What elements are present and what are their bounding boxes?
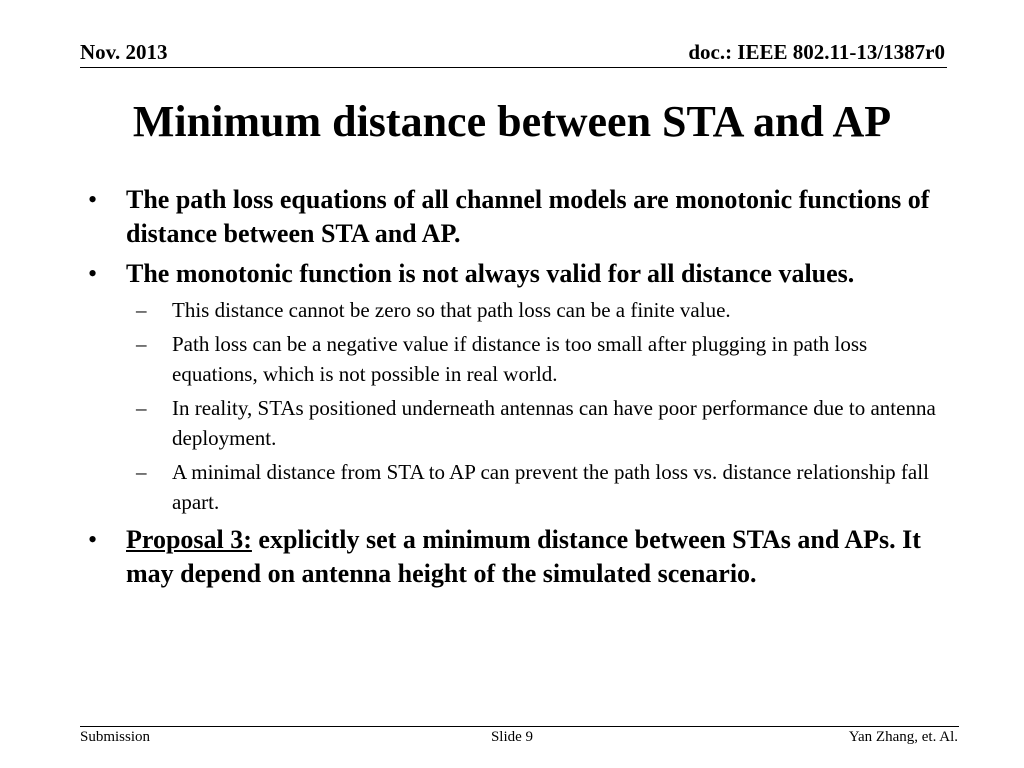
sub-bullet-text: A minimal distance from STA to AP can prevent the path loss vs. distance relationship fall apart. xyxy=(172,460,929,514)
bullet-text: The monotonic function is not always valid for all distance values. xyxy=(126,259,855,288)
footer-slide-number: Slide 9 xyxy=(490,729,534,745)
slide-body xyxy=(80,183,950,597)
footer-author: Yan Zhang, et. Al. xyxy=(848,729,958,745)
sub-bullet-marker: – xyxy=(136,396,147,420)
bullet-text: explicitly set a minimum distance between STAs and APs. It may depend on antenna height of the simulated scenario. xyxy=(126,525,921,588)
header-date: Nov. 2013 xyxy=(80,40,168,64)
header-doc-id: doc.: IEEE 802.11-13/1387r0 xyxy=(688,40,945,64)
sub-bullet-text: This distance cannot be zero so that path loss can be a finite value. xyxy=(172,298,731,322)
sub-bullet-list xyxy=(126,295,950,517)
bullet-item xyxy=(80,257,950,517)
sub-bullet-item xyxy=(126,329,950,389)
sub-bullet-item xyxy=(126,295,950,325)
proposal-label: Proposal 3: xyxy=(126,525,252,554)
sub-bullet-marker: – xyxy=(136,332,147,356)
slide-title: Minimum distance between STA and AP xyxy=(132,97,892,146)
sub-bullet-text: Path loss can be a negative value if distance is too small after plugging in path loss equations, which is not possible in real world. xyxy=(172,332,868,386)
bullet-item xyxy=(80,183,950,251)
sub-bullet-marker: – xyxy=(136,460,147,484)
sub-bullet-marker: – xyxy=(136,298,147,322)
bullet-item-proposal xyxy=(80,523,950,591)
sub-bullet-item xyxy=(126,457,950,517)
sub-bullet-item xyxy=(126,393,950,453)
bullet-marker: • xyxy=(88,259,98,288)
sub-bullet-text: In reality, STAs positioned underneath antennas can have poor performance due to antenna deployment. xyxy=(172,396,936,450)
bullet-marker: • xyxy=(88,525,98,554)
header-divider xyxy=(80,67,947,68)
bullet-text: The path loss equations of all channel models are monotonic functions of distance between STA and AP. xyxy=(126,185,930,248)
footer-submission: Submission xyxy=(80,729,151,745)
bullet-marker: • xyxy=(88,185,98,214)
footer-divider xyxy=(80,726,959,727)
